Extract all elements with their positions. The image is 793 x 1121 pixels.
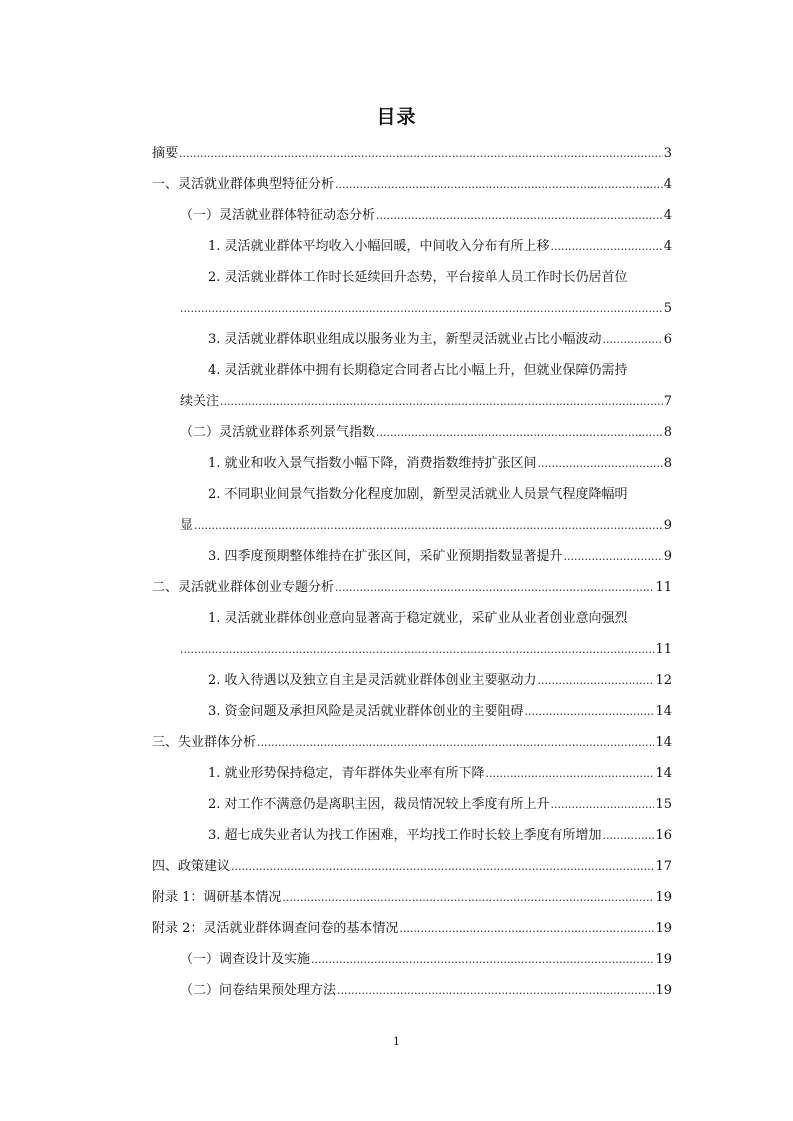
toc-entry[interactable] bbox=[180, 425, 672, 441]
toc-entry-label: 3. 灵活就业群体职业组成以服务业为主，新型灵活就业占比小幅波动 bbox=[208, 332, 602, 347]
toc-entry[interactable] bbox=[208, 704, 672, 720]
toc-entry[interactable] bbox=[180, 983, 672, 999]
toc-entry-label-continued: 续关注 bbox=[180, 394, 220, 409]
toc-entry-label: 3. 超七成失业者认为找工作困难，平均找工作时长较上季度有所增加 bbox=[208, 828, 602, 843]
dot-leader bbox=[180, 642, 654, 658]
toc-entry[interactable] bbox=[152, 735, 672, 751]
toc-entry-page: 19 bbox=[655, 983, 672, 998]
toc-entry[interactable] bbox=[208, 549, 672, 565]
toc-entry-page: 7 bbox=[663, 394, 672, 409]
dot-leader bbox=[282, 890, 654, 906]
toc-entry[interactable] bbox=[152, 146, 672, 162]
toc-entry-label: 二、灵活就业群体创业专题分析 bbox=[152, 580, 335, 595]
toc-entry-page: 14 bbox=[655, 704, 672, 719]
toc-entry-label[interactable]: 2. 灵活就业群体工作时长延续回升态势，平台接单人员工作时长仍居首位 bbox=[208, 270, 628, 285]
toc-entry-page: 8 bbox=[663, 425, 672, 440]
dot-leader bbox=[525, 704, 655, 720]
toc-entry[interactable] bbox=[152, 921, 672, 937]
dot-leader bbox=[194, 518, 663, 534]
toc-entry-label: 1. 灵活就业群体平均收入小幅回暖，中间收入分布有所上移 bbox=[208, 239, 550, 254]
toc-entry-label: 1. 就业形势保持稳定，青年群体失业率有所下降 bbox=[208, 766, 485, 781]
toc-entry-label: 2. 收入待遇以及独立自主是灵活就业群体创业主要驱动力 bbox=[208, 673, 537, 688]
dot-leader bbox=[179, 146, 663, 162]
dot-leader bbox=[551, 239, 663, 255]
toc-entry-page: 9 bbox=[663, 549, 672, 564]
toc-entry-page: 4 bbox=[663, 208, 672, 223]
toc-entry-page: 19 bbox=[655, 952, 672, 967]
toc-entry-page: 16 bbox=[655, 828, 672, 843]
toc-entry[interactable] bbox=[180, 394, 672, 410]
toc-entry-page: 3 bbox=[663, 146, 672, 161]
toc-entry-label: 三、失业群体分析 bbox=[152, 735, 257, 750]
dot-leader bbox=[335, 580, 654, 596]
dot-leader bbox=[376, 425, 663, 441]
toc-entry-page: 5 bbox=[663, 301, 672, 316]
toc-entry[interactable] bbox=[180, 208, 672, 224]
toc-entry-label-continued: 显 bbox=[180, 518, 194, 533]
toc-entry-label: （一）调查设计及实施 bbox=[180, 952, 311, 967]
toc-entry[interactable] bbox=[208, 766, 672, 782]
toc-entry[interactable] bbox=[180, 301, 672, 317]
dot-leader bbox=[603, 828, 655, 844]
toc-entry-label: 一、灵活就业群体典型特征分析 bbox=[152, 177, 335, 192]
dot-leader bbox=[486, 766, 655, 782]
toc-entry-page: 15 bbox=[655, 797, 672, 812]
dot-leader bbox=[538, 673, 655, 689]
dot-leader bbox=[337, 983, 654, 999]
toc-entry-page: 19 bbox=[655, 890, 672, 905]
toc-title: 目录 bbox=[376, 106, 417, 128]
page-number: 1 bbox=[393, 1035, 400, 1048]
toc-entry-label[interactable]: 1. 灵活就业群体创业意向显著高于稳定就业，采矿业从业者创业意向强烈 bbox=[208, 611, 628, 626]
dot-leader bbox=[551, 797, 655, 813]
dot-leader bbox=[335, 177, 663, 193]
toc-entry[interactable] bbox=[152, 580, 672, 596]
toc-entry-page: 11 bbox=[655, 642, 672, 657]
toc-entry-page: 4 bbox=[663, 177, 672, 192]
dot-leader bbox=[311, 952, 654, 968]
toc-entry-page: 8 bbox=[663, 456, 672, 471]
toc-entry-label: 四、政策建议 bbox=[152, 859, 231, 874]
toc-entry[interactable] bbox=[180, 642, 672, 658]
toc-entry[interactable] bbox=[152, 859, 672, 875]
toc-entry-page: 19 bbox=[655, 921, 672, 936]
toc-entry-page: 6 bbox=[663, 332, 672, 347]
toc-entry-label: 1. 就业和收入景气指数小幅下降，消费指数维持扩张区间 bbox=[208, 456, 537, 471]
toc-entry-page: 11 bbox=[655, 580, 672, 595]
toc-entry[interactable] bbox=[208, 332, 672, 348]
dot-leader bbox=[538, 456, 663, 472]
dot-leader bbox=[603, 332, 663, 348]
toc-entry-label[interactable]: 4. 灵活就业群体中拥有长期稳定合同者占比小幅上升，但就业保障仍需持 bbox=[208, 363, 628, 378]
toc-entry[interactable] bbox=[152, 890, 672, 906]
toc-entry[interactable] bbox=[208, 456, 672, 472]
toc-entry-label: 摘要 bbox=[152, 146, 179, 161]
toc-entry-label: （一）灵活就业群体特征动态分析 bbox=[180, 208, 376, 223]
toc-entry[interactable] bbox=[152, 177, 672, 193]
toc-entry-page: 14 bbox=[655, 766, 672, 781]
toc-entry[interactable] bbox=[208, 828, 672, 844]
toc-entry[interactable] bbox=[180, 952, 672, 968]
toc-entry-page: 17 bbox=[655, 859, 672, 874]
toc-entry-label: 3. 资金问题及承担风险是灵活就业群体创业的主要阻碍 bbox=[208, 704, 524, 719]
dot-leader bbox=[399, 921, 654, 937]
toc-entry-page: 4 bbox=[663, 239, 672, 254]
toc-entry-label: 附录 1：调研基本情况 bbox=[152, 890, 282, 905]
toc-entry[interactable] bbox=[208, 797, 672, 813]
toc-entry-label: 2. 对工作不满意仍是离职主因，裁员情况较上季度有所上升 bbox=[208, 797, 550, 812]
dot-leader bbox=[564, 549, 663, 565]
dot-leader bbox=[376, 208, 663, 224]
toc-entry-label: （二）灵活就业群体系列景气指数 bbox=[180, 425, 376, 440]
toc-entry-page: 9 bbox=[663, 518, 672, 533]
toc-entry[interactable] bbox=[208, 673, 672, 689]
dot-leader bbox=[220, 394, 663, 410]
toc-entry-label: 附录 2：灵活就业群体调查问卷的基本情况 bbox=[152, 921, 399, 936]
dot-leader bbox=[180, 301, 663, 317]
toc-entry[interactable] bbox=[180, 518, 672, 534]
dot-leader bbox=[231, 859, 654, 875]
toc-entry-page: 12 bbox=[655, 673, 672, 688]
toc-entry-label[interactable]: 2. 不同职业间景气指数分化程度加剧，新型灵活就业人员景气程度降幅明 bbox=[208, 487, 628, 502]
toc-entry-label: （二）问卷结果预处理方法 bbox=[180, 983, 337, 998]
dot-leader bbox=[257, 735, 654, 751]
toc-entry-page: 14 bbox=[655, 735, 672, 750]
toc-entry-label: 3. 四季度预期整体维持在扩张区间，采矿业预期指数显著提升 bbox=[208, 549, 563, 564]
toc-entry[interactable] bbox=[208, 239, 672, 255]
